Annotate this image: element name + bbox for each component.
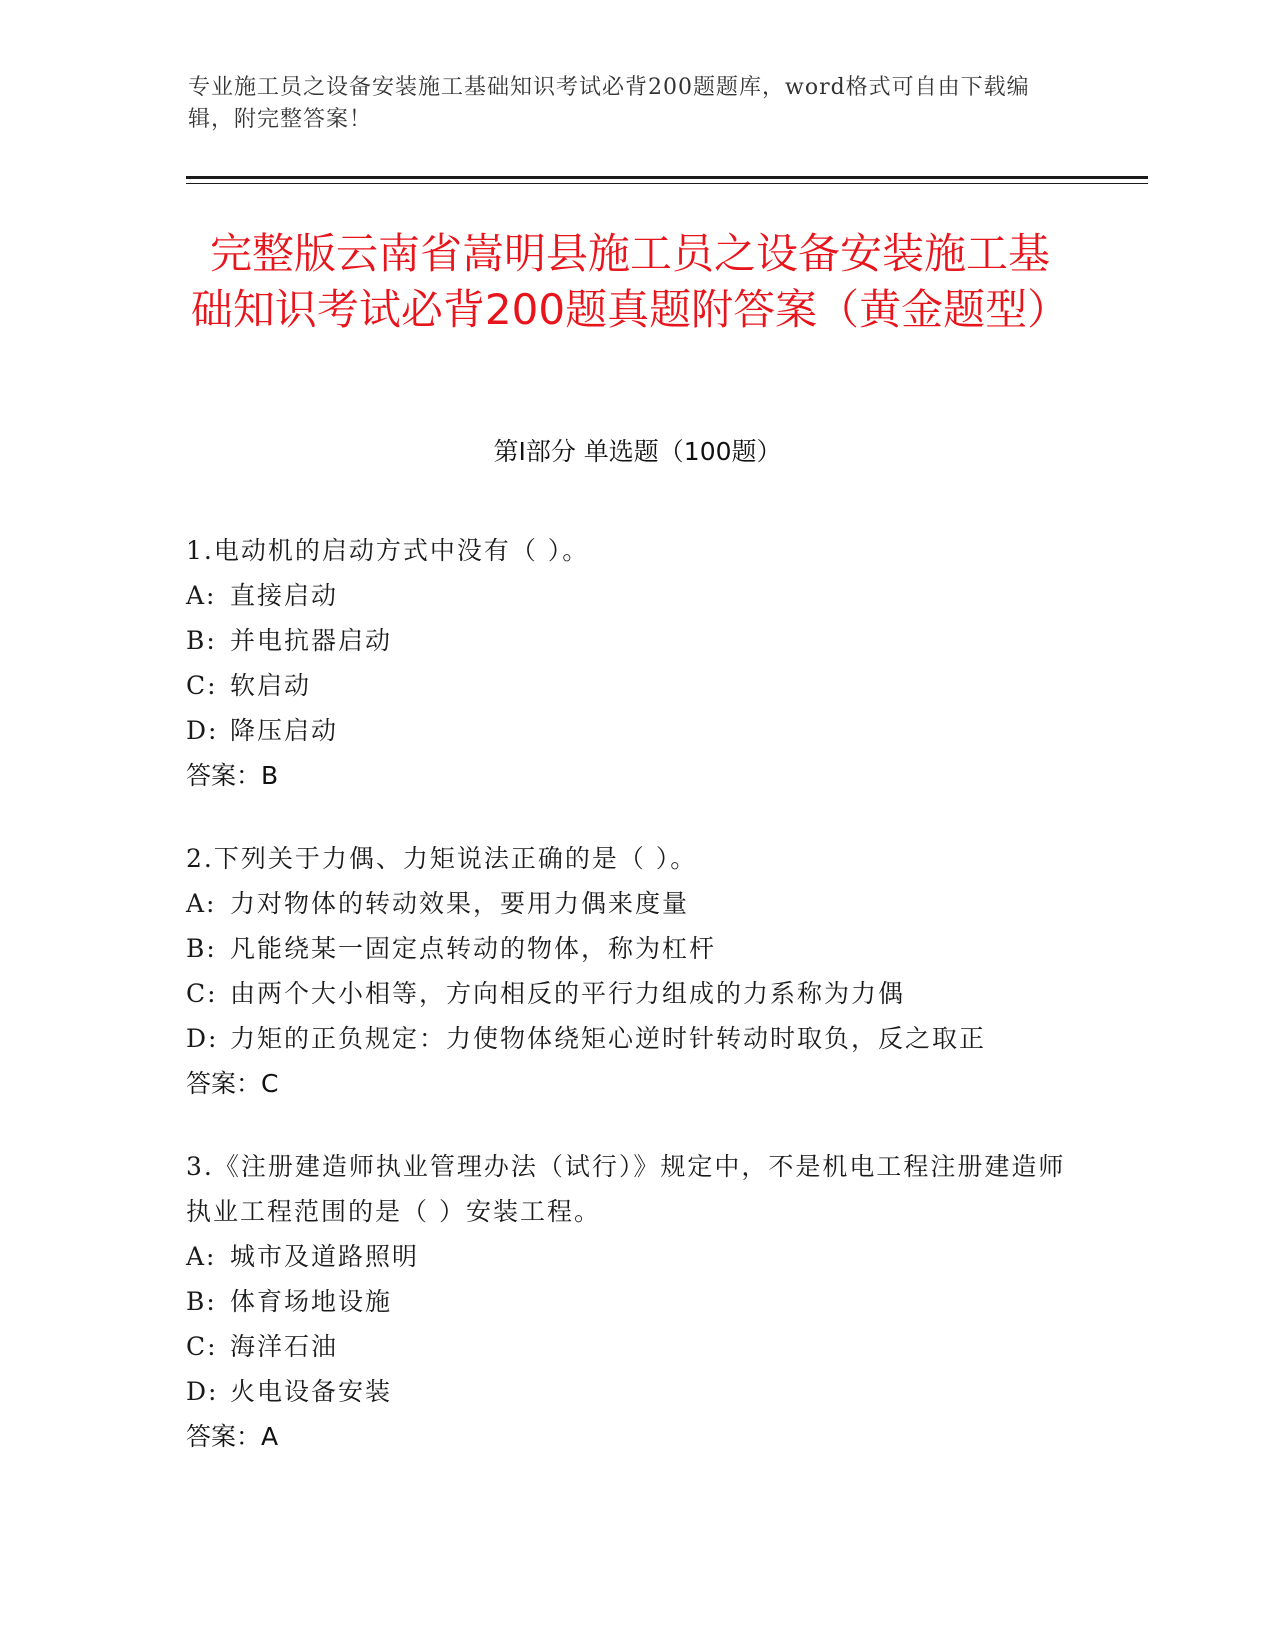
option-b — [186, 926, 1066, 971]
option-letter: A: — [186, 889, 217, 918]
option-c — [186, 971, 1066, 1016]
option-letter: C: — [186, 671, 218, 700]
document-title: 完整版云南省嵩明县施工员之设备安装施工基础知识考试必背200题真题附答案（黄金题型） — [190, 229, 1070, 334]
question-list — [186, 528, 1066, 1497]
option-text: 力矩的正负规定：力使物体绕矩心逆时针转动时取负，反之取正 — [230, 1024, 987, 1053]
question-stem: 1.电动机的启动方式中没有（ ）。 — [186, 536, 590, 565]
question-stem: 3.《注册建造师执业管理办法（试行）》规定中，不是机电工程注册建造师执业工程范围的是（ ）安装工程。 — [186, 1152, 1066, 1226]
section-title: 第Ⅰ部分 单选题（100题） — [493, 437, 782, 466]
option-b — [186, 1279, 1066, 1324]
option-a — [186, 573, 1066, 618]
question-stem: 2.下列关于力偶、力矩说法正确的是（ ）。 — [186, 844, 698, 873]
header-rule-thin — [186, 183, 1148, 184]
option-letter: A: — [186, 581, 217, 610]
header-rule-thick — [186, 176, 1148, 179]
question-3 — [186, 1144, 1066, 1459]
option-letter: D: — [186, 1024, 219, 1053]
option-text: 体育场地设施 — [230, 1287, 393, 1316]
option-text: 火电设备安装 — [230, 1377, 393, 1406]
option-c — [186, 663, 1066, 708]
option-letter: B: — [186, 934, 217, 963]
option-letter: A: — [186, 1242, 217, 1271]
option-text: 降压启动 — [230, 716, 339, 745]
option-a — [186, 1234, 1066, 1279]
option-d — [186, 1016, 1066, 1061]
option-letter: D: — [186, 1377, 219, 1406]
option-d — [186, 708, 1066, 753]
option-d — [186, 1369, 1066, 1414]
answer-line: 答案：C — [186, 1069, 279, 1098]
option-letter: B: — [186, 626, 217, 655]
option-letter: D: — [186, 716, 219, 745]
option-text: 凡能绕某一固定点转动的物体，称为杠杆 — [230, 934, 717, 963]
option-text: 直接启动 — [230, 581, 339, 610]
option-b — [186, 618, 1066, 663]
option-letter: C: — [186, 979, 218, 1008]
option-letter: C: — [186, 1332, 218, 1361]
option-text: 软启动 — [230, 671, 312, 700]
option-text: 由两个大小相等，方向相反的平行力组成的力系称为力偶 — [230, 979, 906, 1008]
option-a — [186, 881, 1066, 926]
option-text: 海洋石油 — [230, 1332, 339, 1361]
option-text: 力对物体的转动效果，要用力偶来度量 — [230, 889, 690, 918]
header-note: 专业施工员之设备安装施工基础知识考试必背200题题库，word格式可自由下载编辑，附完整答案！ — [188, 75, 1030, 132]
question-2 — [186, 836, 1066, 1106]
option-text: 城市及道路照明 — [230, 1242, 420, 1271]
question-1 — [186, 528, 1066, 798]
answer-line: 答案：B — [186, 761, 279, 790]
option-text: 并电抗器启动 — [230, 626, 393, 655]
option-c — [186, 1324, 1066, 1369]
answer-line: 答案：A — [186, 1422, 279, 1451]
option-letter: B: — [186, 1287, 217, 1316]
